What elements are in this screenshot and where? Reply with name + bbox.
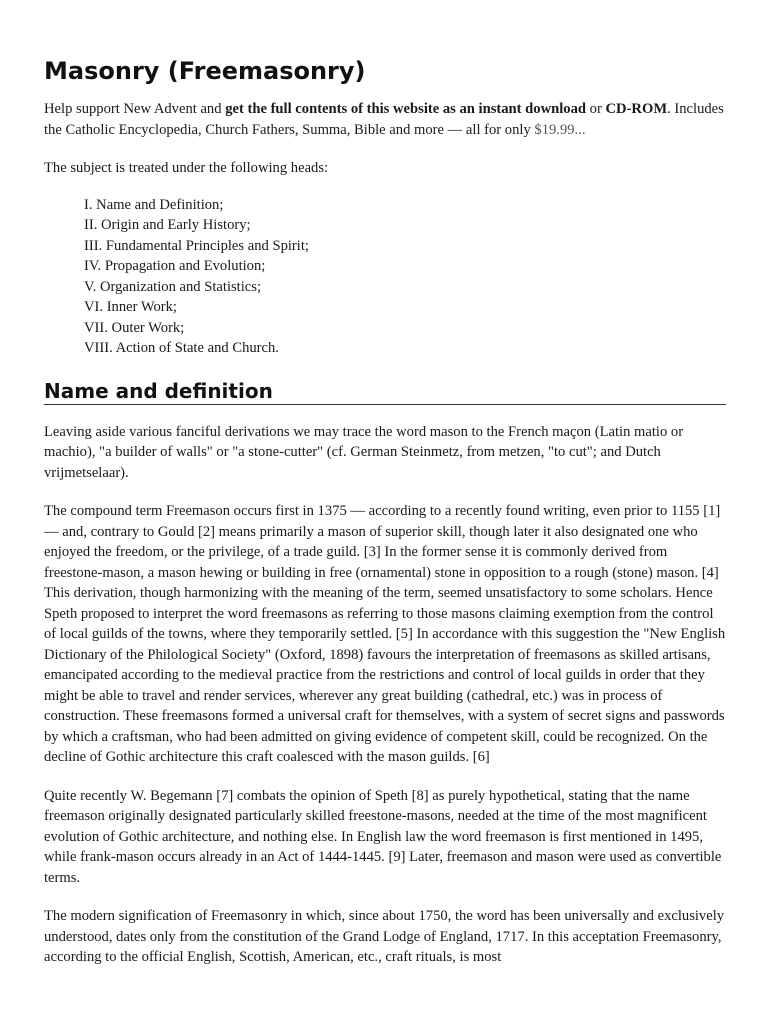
list-item: VII. Outer Work; <box>84 319 185 336</box>
list-item: VI. Inner Work; <box>84 299 177 315</box>
cdrom-link[interactable]: CD-ROM <box>605 101 668 117</box>
intro-text: The subject is treated under the following heads: <box>44 160 329 176</box>
list-item: V. Organization and Statistics; <box>84 278 261 295</box>
section-heading: Name and definition <box>44 378 726 405</box>
paragraph: Leaving aside various fanciful derivations we may trace the word mason to the French maçon (Latin matio or machio), "a builder of walls" or "a stone-cutter" (cf. German Steinmetz, from metzen, "to cut"; and Dutch vrijmetselaar). <box>44 423 684 481</box>
promo-text <box>44 99 726 140</box>
promo-suffix: . Includes the Catholic Encyclopedia, Church Fathers, Summa, Bible and more — all for only <box>44 101 724 138</box>
promo-prefix: Help support New Advent and <box>44 101 226 117</box>
list-item: VIII. Action of State and Church. <box>84 340 279 356</box>
paragraph: The compound term Freemason occurs first in 1375 — according to a recently found writing, even prior to 1155 [1] — and, contrary to Gould [2] means primarily a mason of superior skill, though later it also designated one who enjoyed the freedom, or the privilege, of a trade guild. [3] In the former sense it is commonly derived from freestone-mason, a mason hewing or building in free (ornamental) stone in opposition to a rough (stone) mason. [4] This derivation, though harmonizing with the meaning of the term, seemed unsatisfactory to some scholars. Hence Speth proposed to interpret the word freemasons as referring to those masons claiming exemption from the control of local guilds of the towns, where they temporarily settled. [5] In accordance with this suggestion the "New English Dictionary of the Philological Society" (Oxford, 1898) favours the interpretation of freemasons as skilled artisans, emancipated according to the medieval practice from the restrictions and control of local guilds in order that they might be able to travel and render services, wherever any great building (cathedral, etc.) was in process of construction. These freemasons formed a universal craft for themselves, with a system of secret signs and passwords by which a craftsman, who had been admitted on giving evidence of competent skill, could be recognized. On the decline of Gothic architecture this craft coalesced with the mason guilds. [6] <box>44 503 726 765</box>
list-item: II. Origin and Early History; <box>84 217 251 233</box>
paragraph: The modern signification of Freemasonry in which, since about 1750, the word has been universally and exclusively understood, dates only from the constitution of the Grand Lodge of England, 1717. In this acceptation Freemasonry, according to the official English, Scottish, American, etc., craft rituals, is most <box>44 908 725 965</box>
list-item: I. Name and Definition; <box>84 196 224 213</box>
heads-list <box>84 195 726 359</box>
article <box>44 0 726 968</box>
page-title: Masonry (Freemasonry) <box>44 57 366 85</box>
instant-download-link[interactable]: get the full contents of this website as an instant download <box>225 101 587 117</box>
promo-middle: or <box>586 101 606 117</box>
list-item: IV. Propagation and Evolution; <box>84 258 266 274</box>
list-item: III. Fundamental Principles and Spirit; <box>84 237 309 254</box>
paragraph: Quite recently W. Begemann [7] combats the opinion of Speth [8] as purely hypothetical, stating that the name freemason originally designated particularly skilled freestone-masons, needed at the time of the most magnificent evolution of Gothic architecture, and nothing else. In English law the word freemason is first mentioned in 1495, while frank-mason occurs already in an Act of 1444-1445. [9] Later, freemason and mason were used as convertible terms. <box>44 787 722 886</box>
price-text: $19.99... <box>534 121 586 138</box>
